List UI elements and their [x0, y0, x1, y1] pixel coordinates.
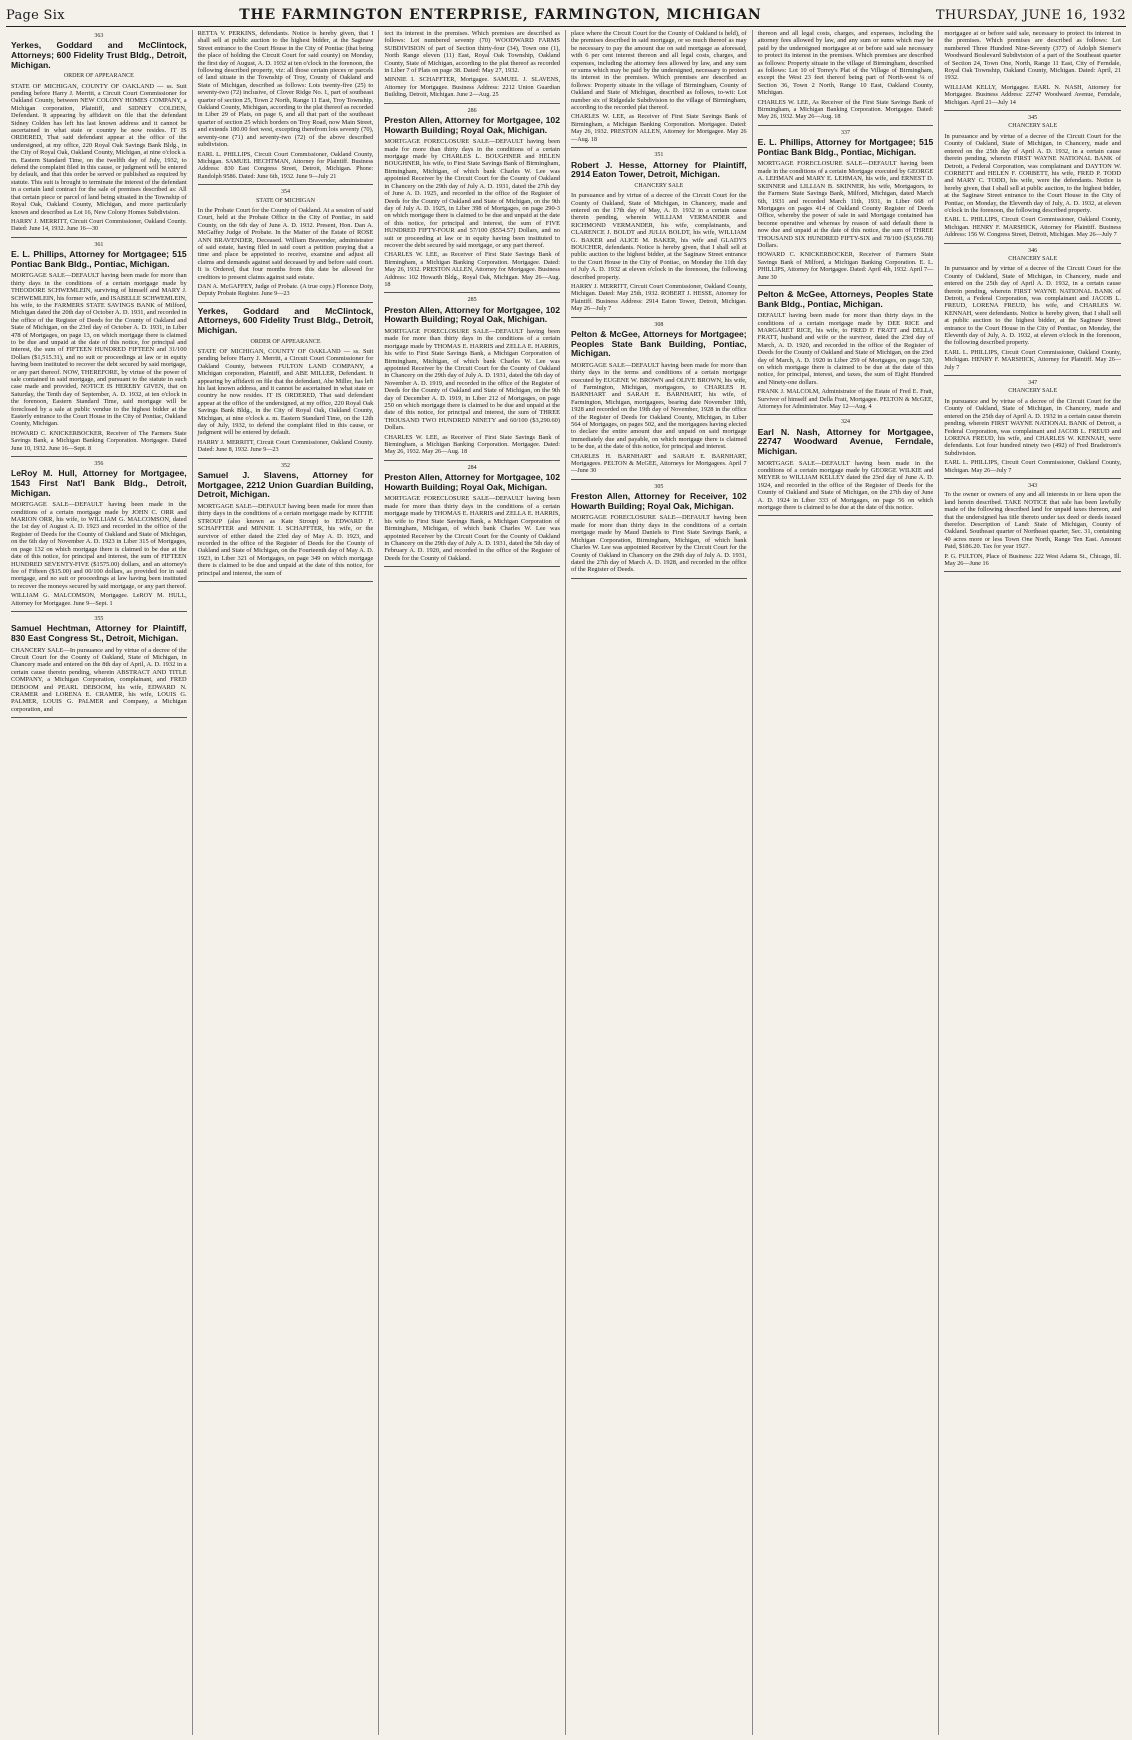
- notice-divider: [384, 566, 560, 567]
- notice-signature: EARL L. PHILLIPS, Circuit Court Commissioner, Oakland County, Michigan. HENRY F. MARSHICK, Attorney for Plaintiff. May 26—July 7: [944, 348, 1121, 371]
- notice-number: 351: [654, 152, 664, 159]
- legal-notice: [11, 616, 187, 713]
- notice-subheading: CHANCERY SALE: [634, 182, 684, 189]
- notice-body: MORTGAGE SALE—DEFAULT having been made for more than thirty days in the conditions of a certain mortgage made by KITTIE STROUP (also known as Kate Stroup) to EDWARD F. SCHAFFTER and MINNIE I. SCHAFFTER, his wife, or the survivor of either dated the 23rd day of May A. D. 1923, and recorded in the office of the Register of Deeds for the County of Oakland and State of Michigan, on the Fourteenth day of May A. D. 1923, in Liber 321 of Mortgages, on page 349 on which mortgage there is claimed to be due and unpaid at the date of this notice, for principal and interest, the sum of: [197, 502, 374, 577]
- legal-notice: [944, 248, 1121, 372]
- legal-notice-columns: [6, 30, 1126, 1735]
- notice-heading: Samuel Hechtman, Attorney for Plaintiff, 830 East Congress St., Detroit, Michigan.: [11, 623, 187, 643]
- legal-notice: [944, 115, 1121, 239]
- legal-notice: [758, 130, 934, 281]
- notice-number: 286: [467, 107, 477, 114]
- notice-number: 352: [280, 462, 290, 469]
- column-3: [379, 30, 566, 1735]
- column-1: [6, 30, 193, 1735]
- notice-signature: P. G. FULTON, Place of Business: 222 West Adams St., Chicago, Ill. May 26—June 16: [944, 552, 1121, 567]
- notice-number: 355: [94, 615, 104, 622]
- notice-signature: CHARLES W. LEE, as Receiver of First State Savings Bank of Birmingham, a Michigan Banking Corporation. Mortgagee. Dated: May 26, 1932. PRESTON ALLEN, Attorney for Mortgagee. May 26—Aug. 18: [571, 113, 747, 143]
- masthead: [6, 4, 1126, 27]
- notice-body: CHANCERY SALE—In pursuance and by virtue of a decree of the Circuit Court for the County of Oakland, State of Michigan, in Chancery made and entered on the 8th day of April, A. D. 1932 in a certain cause therein pending, wherein ABSTRACT AND TITLE COMPANY, a Michigan Corporation, complainant, and FRED DEBOOM and PEARL DEBOOM, his wife, EDWARD N. CRAMER and LORENA E. CRAMER, his wife, LOUIS G. PALMER, LOUIS G. PALMER and Company, a Michigan corporation, and: [11, 646, 187, 713]
- notice-signature: WILLIAM G. MALCOMSON, Mortgagee. LeROY M. HULL, Attorney for Mortgagee. June 9—Sept. 1: [11, 592, 187, 607]
- notice-body: RETTA V. PERKINS, defendants. Notice is hereby given, that I shall sell at public auction to the highest bidder, at the Saginaw Street entrance to the Court House in the City of Pontiac (that being the place of holding the Circuit Court for said county) on Monday, the first day of August, A. D. 1932 at ten o'clock in the forenoon, the following described property, viz: all those certain pieces or parcels of land situate in the Township of Troy, County of Oakland and State of Michigan, described as follows: Lots twenty-five (25) to seventy-two (72) inclusive, of Clover Ridge No. 1, part of southeast quarter of section 25, Town 2 North, Range 11 East, Troy Township, Oakland County, Michigan, according to the plat thereof as recorded in Liber 29 of Plats, on page 6, and all that part of the southeast quarter of section 25 which borders on Troy Road, now Main Street, and extends 180.00 feet west, excepting therefrom lots seventy (70), seventy-one (71) and seventy-two (72) of the above described subdivision.: [197, 30, 374, 149]
- notice-divider: [384, 292, 560, 293]
- notice-divider: [198, 184, 374, 185]
- notice-body: STATE OF MICHIGAN, COUNTY OF OAKLAND — ss. Suit pending before Harry J. Merritt, a Circuit Court Commissioner for Oakland County, between NEW COLONY HOMES COMPANY, a Michigan corporation, Plaintiff, and SIDNEY COLDEN, Defendant. It appearing by affidavit on file that the defendant Sidney Colden has left his last known address and it cannot be ascertained in what state or country he now resides. IT IS ORDERED, That said defendant appear at the office of the undersigned, at my office, 220 Royal Oak Savings Bank Bldg., in the City of Royal Oak, Oakland County, Michigan, at nine o'clock a. m. Eastern Standard Time, on the twelfth day of July, 1932, to defend the complaint filed in this cause, or judgment will be entered by default, and that this order be served or published as required by statute. This suit is brought to terminate the interest of the defendant in a certain land contract for the sale of premises described as: All that certain piece or parcel of land being situated in the Township of Royal Oak, Oakland County, Michigan, and more particularly known and described as Lot 16, New Colony Homes Subdivision.: [11, 82, 187, 216]
- notice-body: place where the Circuit Court for the County of Oakland is held), of the premises described in said mortgage, or so much thereof as may be necessary to pay the amount due on said mortgage as aforesaid, with 6 per cent interest thereon and all legal costs, charges, and expenses, including the attorney fees allowed by law, and any sum or sums which may be paid by the undersigned, necessary to protect its interest in the premises. Which premises are described as follows: Property situate in the village of Birmingham, County of Oakland and State of Michigan, described as follows, to-wit: Lot number six of Ridgedale Subdivision to the village of Birmingham, according to the recorded plat thereof.: [571, 30, 747, 112]
- notice-number: 285: [467, 297, 477, 304]
- legal-notice: [384, 30, 560, 99]
- notice-body: MORTGAGE FORECLOSURE SALE—DEFAULT having been made for more than thirty days in the conditions of a certain mortgage made by THOMAS E. HARRIS and ZELLA E. HARRIS, his wife to First State Savings Bank, a Michigan Corporation of Birmingham, Michigan, of which bank Charles W. Lee was appointed Receiver by the Circuit Court for the County of Oakland in Chancery on the 29th day of July A. D. 1931, dated the 5th day of February A. D. 1920, and recorded in the office of the Register of Deeds for the County of Oakland.: [384, 495, 560, 562]
- notice-body: STATE OF MICHIGAN, COUNTY OF OAKLAND — ss. Suit pending before Harry J. Merritt, a Circuit Court Commissioner for Oakland County, between FULTON LAND COMPANY, a Michigan corporation, Plaintiff, and ABE MILLER, Defendant. It appearing by affidavit on file that the defendant, Abe Miller, has left his last known address, and it cannot be ascertained in what state or country he now resides. IT IS ORDERED, That said defendant appear at the office of the undersigned, at my office, 220 Royal Oak Savings Bank Bldg., in the City of Royal Oak, Oakland County, Michigan, at nine o'clock a. m. Eastern Standard Time, on the 12th day of July, 1932, to defend the complaint filed in this cause, or judgment will be entered by default.: [197, 348, 374, 437]
- legal-notice: [571, 322, 747, 475]
- notice-divider: [758, 515, 934, 516]
- notice-body: thereon and all legal costs, charges, and expenses, including the attorney fees allowed by law, and any sum or sums which may be paid by the undersigned mortgagee at or before said sale necessary to protect its interest in the premises. Which premises are described as follows: Property situate in the village of Birmingham, described as follows: Lot 10 of Torrey's Plat of the Village of Birmingham, except the West 23 feet thereof being part of North-west ¼ of Section 36, Town 2 North, Range 10 East, Oakland County, Michigan.: [757, 30, 934, 97]
- notice-divider: [944, 243, 1121, 244]
- newspaper-title: THE FARMINGTON ENTERPRISE, FARMINGTON, MICHIGAN: [239, 7, 762, 23]
- notice-signature: HARRY J. MERRITT, Circuit Court Commissioner, Oakland County. Dated: June 8, 1932. June 9—23: [197, 438, 374, 454]
- legal-notice: [944, 483, 1121, 567]
- notice-divider: [384, 460, 560, 461]
- notice-number: 284: [467, 464, 477, 471]
- notice-signature: FRANK J. MALCOLM, Administrator of the Estate of Fred E. Fratt, Survivor of himself and Della Fratt, Mortgagee. PELTON & McGEE, Attorneys for Administrator. May 12—Aug. 4: [757, 388, 934, 411]
- notice-body: MORTGAGE SALE—DEFAULT having been made for more than thirty days in the conditions of a certain mortgage made by THEODORE SCHWEMLEIN, surviving of himself and MARY J. SCHWEMLEIN, his former wife, and ISABELLE SCHWEMLEIN, his wife, to the FARMERS STATE SAVINGS BANK of Milford, Michigan dated the 20th day of October A. D. 1931, and recorded in the office of the Register of Deeds for the County of Oakland and State of Michigan, on the 23rd day of October A. D. 1931, in Liber 478 of Mortgages, on page 13, on which mortgage there is claimed to be due and unpaid at the date of this notice, for principal and interest, the sum of FIFTEEN HUNDRED FIFTEEN and 31/100 Dollars ($1,515.31), and no suit or proceedings at law or in equity having been instituted to recover the debt secured by said mortgage, or any part thereof. NOW, THEREFORE, by virtue of the power of sale contained in said mortgage, and pursuant to the statute in such case made and provided, NOTICE IS HEREBY GIVEN, that on Saturday, the Tenth day of September, A. D. 1932, at ten o'clock in the forenoon, Eastern Standard Time, said mortgage will be foreclosed by a sale at public vendue to the highest bidder at the Easterly entrance to the Court House in the City of Pontiac, Oakland County, Michigan.: [11, 272, 187, 428]
- legal-notice: [571, 30, 747, 143]
- notice-number: 347: [1028, 380, 1038, 387]
- notice-signature: HARRY J. MERRITT, Circuit Court Commissioner, Oakland County. Dated: June 14, 1932. June 16—30: [11, 217, 187, 233]
- notice-signature: HARRY J. MERRITT, Circuit Court Commissioner, Oakland County, Michigan. Dated: May 25th, 1932. ROBERT J. HESSE, Attorney for Plaintiff. Business Address: 2914 Eaton Tower, Detroit, Michigan. May 26—July 7: [571, 282, 747, 313]
- notice-divider: [944, 571, 1121, 572]
- notice-body: MORTGAGE FORECLOSURE SALE—DEFAULT having been made in the conditions of a certain Mortgage executed by GEORGE A. LEHMAN and MARY E. LEHMAN, his wife, and ERNEST D. SKINNER and LILLIAN B. SKINNER, his wife, Mortgagors, to the Farmers State Savings Bank, Milford, Michigan, dated March 6th, 1931 and recorded March 11th, 1931, in Liber 668 of Mortgages on pages 414 of Oakland County Register of Deeds Office, whereby the power of sale in said Mortgage contained has become operative and whereas by reason of said default there is now due and unpaid at the date of this notice, the sum of THREE THOUSAND SIX HUNDRED FIFTY-SIX and 78/100 ($3,656.78) Dollars.: [757, 160, 934, 249]
- legal-notice: [384, 465, 560, 562]
- notice-divider: [571, 317, 747, 318]
- notice-divider: [11, 237, 187, 238]
- notice-divider: [758, 414, 934, 415]
- notice-divider: [384, 103, 560, 104]
- notice-number: 305: [654, 483, 664, 490]
- legal-notice: [384, 108, 560, 289]
- notice-divider: [944, 375, 1121, 376]
- notice-heading: Preston Allen, Attorney for Mortgagee, 102 Howarth Building; Royal Oak, Michigan.: [384, 304, 560, 325]
- notice-divider: [11, 456, 187, 457]
- legal-notice: [758, 30, 934, 121]
- notice-divider: [198, 581, 374, 582]
- notice-body: In pursuance and by virtue of a decree of the Circuit Court for the County of Oakland, State of Michigan, in Chancery, made and entered on the 25th day of April A. D. 1932 in a certain cause therein pending, wherein FIRST WAYNE NATIONAL BANK of Detroit, a Federal Corporation, was complainant and JACOB L. FREUD and LORENA FREUD, his wife, and CHARLES W. KENNAH, were defendants. Lot four hundred ninety two (492) of Fred Bradstrom's Subdivision.: [944, 397, 1121, 457]
- notice-heading: LeRoy M. Hull, Attorney for Mortgagee, 1543 First Nat'l Bank Bldg., Detroit, Michigan.: [11, 468, 187, 498]
- notice-body: MORTGAGE SALE—DEFAULT having been made for more than thirty days in the terms and conditions of a certain mortgage executed by EUGENE W. BROWN and OLIVE BROWN, his wife, of Farmington, Michigan, mortgagors, to CHARLES H. BARNHART and SARAH E. BARNHART, his wife, of Farmington, Michigan, mortgagees, bearing date November 18th, 1928 and recorded on the 19th day of November, 1928 in the office of the Register of Deeds for Oakland County, Michigan, in Liber 564 of Mortgages, on pages 502, and the mortgagees having elected to declare the entire amount due and unpaid on said mortgage immediately due and payable, on which mortgage there is claimed to be due, at the date of this notice, for principal and interest.: [571, 361, 747, 451]
- notice-number: 324: [840, 419, 850, 426]
- legal-notice: [758, 290, 934, 410]
- notice-heading: Freston Allen, Attorney for Receiver, 102 Howarth Building; Royal Oak, Michigan.: [571, 491, 747, 511]
- notice-body: mortgagee at or before said sale, necessary to protect its interest in the premises. Which premises are described as follows: Lot numbered Three Hundred Nine-Seventy (377) of Adolph Siemer's Woodward Boulevard Subdivision of a part of the Southeast quarter of Section 24, Town One, North, Range 11 East, City of Ferndale, Royal Oak Township, Oakland County, Michigan. Dated: April, 21 1932.: [944, 30, 1121, 82]
- notice-number: 337: [840, 129, 850, 136]
- legal-notice: [198, 189, 374, 298]
- legal-notice: [384, 297, 560, 456]
- notice-number: 361: [94, 241, 104, 248]
- notice-number: 346: [1028, 247, 1038, 254]
- notice-signature: MINNIE I. SCHAFFTER, Mortgagee. SAMUEL J. SLAVENS, Attorney for Mortgagee. Business Address: 2212 Union Guardian Building, Detroit, Michigan. June 2—Aug. 25: [384, 76, 560, 99]
- notice-subheading: ORDER OF APPEARANCE: [250, 338, 321, 345]
- notice-signature: CHARLES W. LEE, As Receiver of the First State Savings Bank of Birmingham, a Michigan Banking Corporation. Mortgagee. Dated: May 26, 1932. May 26—Aug. 18: [757, 98, 934, 121]
- notice-subheading: ORDER OF APPEARANCE: [63, 73, 134, 80]
- column-4: [566, 30, 753, 1735]
- notice-body: In the Probate Court for the County of Oakland. At a session of said Court, held at the Probate Office in the City of Pontiac, in said County, on the 6th day of June A. D. 1932. Present, Hon. Dan A. McGaffey Judge of Probate. In the Matter of the Estate of ROSE ANN BRAVENDER, Deceased. William Bravender, administrator of said estate, having filed in said court a petition praying that a time and place be appointed to receive, examine and adjust all claims and demands against said deceased by and before said court. It is Ordered, that four months from this date be allowed for creditors to present claims against said estate.: [197, 206, 374, 281]
- legal-notice: [571, 484, 747, 574]
- notice-number: 308: [654, 321, 664, 328]
- notice-signature: EARL L. PHILLIPS, Circuit Court Commissioner, Oakland County, Michigan. SAMUEL HECHTMAN, Attorney for Plaintiff. Business Address: 830 East Congress Street, Detroit, Michigan. Phone: Randolph 9586. Dated: June 6th, 1932. June 9—July 21: [197, 150, 374, 180]
- notice-body: To the owner or owners of any and all interests in or liens upon the land herein described. TAKE NOTICE that sale has been lawfully made of the following described land for unpaid taxes thereon, and that the undersigned has title thereto under tax deed or deeds issued therefor. Description of Land: State of Michigan, County of Oakland. Southeast quarter of Northeast quarter, Sec. 31, containing 40 acres more or less Town One North, Range Ten East. Amount Paid, $186.20. Tax for year 1927.: [944, 491, 1121, 551]
- notice-body: DEFAULT having been made for more than thirty days in the conditions of a certain mortgage made by DEE RICE and MARGARET RICE, his wife, to FRED F. FRATT and DELLA FRATT, husband and wife or the survivor, dated the 23rd day of March, A. D. 1920, and recorded in the office of the Register of Deeds for the County of Oakland and State of Michigan, on the 23rd day of March, A. D. 1920 in Liber 259 of Mortgages, on page 520, on which mortgage there is claimed to be due at the date of this notice, for principal, interest, and taxes, the sum of Eight Hundred and Ninety-one dollars.: [757, 312, 934, 386]
- notice-heading: Samuel J. Slavens, Attorney for Mortgagee, 2212 Union Guardian Building, Detroit, Michigan.: [197, 470, 374, 500]
- legal-notice: [758, 419, 934, 511]
- notice-divider: [944, 110, 1121, 111]
- notice-signature: DAN A. McGAFFEY, Judge of Probate. (A true copy.) Florence Doty, Deputy Probate Register. June 9—23: [197, 283, 374, 298]
- column-6: [939, 30, 1126, 1735]
- legal-notice: [944, 30, 1121, 106]
- notice-heading: E. L. Phillips, Attorney for Mortgagee; 515 Pontiac Bank Bldg., Pontiac, Michigan.: [757, 137, 934, 157]
- notice-divider: [198, 302, 374, 303]
- notice-divider: [11, 611, 187, 612]
- notice-body: In pursuance and by virtue of a decree of the Circuit Court for the County of Oakland, State of Michigan, in Chancery, made and entered on the 17th day of May, A. D. 1932 in a certain cause therein pending, wherein WILLIAM VERMANDER and RICHMOND VERMANDER, his wife, complainants, and CLARENCE J. BOLDT and JULIA BOLDT, his wife, WILLIAM G. BAKER and ALICE M. BAKER, his wife and GLADYS BOUCHER, defendants. Notice is hereby given, that I shall sell at public auction to the highest bidder, at the Saginaw Street entrance to the Court House in the City of Pontiac, on Monday the 11th day of July A. D. 1932 at eleven o'clock in the forenoon, the following described property.: [571, 192, 747, 281]
- notice-subheading: STATE OF MICHIGAN: [256, 197, 315, 204]
- notice-heading: Preston Allen, Attorney for Mortgagee, 102 Howarth Building; Royal Oak, Michigan.: [384, 115, 560, 135]
- notice-signature: EARL L. PHILLIPS, Circuit Court Commissioner, Oakland County, Michigan. HENRY F. MARSHICK, Attorney for Plaintiff. Business Address: 156 W. Congress Street, Detroit, Michigan. May 26—July 7: [944, 216, 1121, 239]
- legal-notice: [11, 33, 187, 233]
- notice-body: MORTGAGE SALE—DEFAULT having been made in the conditions of a certain mortgage made by GEORGE WILKIE and MEYER to WILLIAM KELLEY dated the 23rd day of June A. D. 1924, and recorded in the office of the Register of Deeds for the County of Oakland and State of Michigan, on the 27th day of June A. D. 1924 in Liber 333 of Mortgages, on page 56 on which mortgage there is claimed to be due at the date of this notice.: [757, 459, 934, 512]
- notice-body: MORTGAGE FORECLOSURE SALE—DEFAULT having been made for more than thirty days in the conditions of a certain mortgage made by Maud Daniels to First State Savings Bank, a Michigan Corporation, Birmingham, Michigan, of which bank Charles W. Lee was appointed Receiver by the Circuit Court for the County of Oakland in Chancery on the 29th day of July A. D. 1931, dated the 27th day of March A. D. 1928, and recorded in the office of the Register of Deeds.: [571, 514, 747, 574]
- notice-signature: HOWARD C. KNICKERBOCKER, Receiver of The Farmers State Savings Bank, a Michigan Banking Corporation. Mortgagee. Dated June 10, 1932. June 16—Sept. 8: [11, 429, 187, 452]
- notice-subheading: CHANCERY SALE: [1008, 388, 1058, 395]
- notice-number: 363: [94, 33, 104, 39]
- notice-body: MORTGAGE SALE—DEFAULT having been made in the conditions of a certain mortgage made by JOHN C. ORR and MARION ORR, his wife, to WILLIAM G. MALCOMSON, dated the 1st day of August A. D. 1923 and recorded in the office of the Register of Deeds for the County of Oakland and State of Michigan, on the 6th day of November A. D. 1923 in Liber 315 of Mortgages, on page 132 on which mortgage there is claimed to be due at the date of this notice, for principal and interest, the sum of FIFTEEN HUNDRED SEVENTY-FIVE ($1575.00) dollars, and an attorney's fee of Fifteen ($15.00) and 00/100 dollars, as provided for in said mortgage, and no suit or proceedings at law having been instituted to recover the moneys secured by said mortgage, or any part thereof.: [11, 501, 187, 590]
- legal-notice: [198, 30, 374, 180]
- legal-notice: [571, 152, 747, 313]
- notice-heading: Yerkes, Goddard and McClintock, Attorneys, 600 Fidelity Trust Bldg., Detroit, Michigan.: [197, 305, 374, 335]
- notice-divider: [571, 479, 747, 480]
- legal-notice: [11, 242, 187, 452]
- column-5: [753, 30, 940, 1735]
- notice-divider: [758, 285, 934, 286]
- notice-divider: [758, 125, 934, 126]
- notice-number: 354: [280, 189, 290, 196]
- legal-notice: [11, 461, 187, 607]
- page-number: Page Six: [6, 7, 65, 23]
- notice-body: MORTGAGE FORECLOSURE SALE—DEFAULT having been made for more than thirty days in the conditions of a certain mortgage made by CHARLES L. BOUGHNER and HELEN BOUGHNER, his wife, to First State Savings Bank of Birmingham, Birmingham, Michigan, of which bank Charles W. Lee was appointed Receiver by the Circuit Court for the County of Oakland in Chancery on the 29th day of July A. D. 1931, dated the 27th day of June A. D. 1925, and recorded in the office of the Register of Deeds for the County of Oakland and State of Michigan, on the 9th day of July A. D. 1925, in Liber 398 of Mortgages, on page 290-3 on which mortgage there is claimed to be due and unpaid at the date of this notice, for principal and interest, the sum of FIVE HUNDRED FIFTY-FOUR and 57/100 ($554.57) Dollars, and no suit or proceeding at law or in equity having been instituted to recover the debt secured by said mortgage, or any part thereof.: [384, 138, 560, 249]
- notice-signature: HOWARD C. KNICKERBOCKER, Receiver of Farmers State Savings Bank of Milford, a Michigan Banking Corporation. E. L. PHILLIPS, Attorney for Mortgagee. Dated: April 4th, 1932. April 7—June 30: [757, 251, 934, 281]
- notice-divider: [11, 717, 187, 718]
- notice-heading: Pelton & McGee, Attorneys for Mortgagee; Peoples State Bank Building, Pontiac, Michigan.: [571, 329, 747, 359]
- notice-divider: [198, 458, 374, 459]
- notice-heading: Robert J. Hesse, Attorney for Plaintiff, 2914 Eaton Tower, Detroit, Michigan.: [571, 159, 747, 180]
- notice-heading: E. L. Phillips, Attorney for Mortgagee; 515 Pontiac Bank Bldg., Pontiac, Michigan.: [11, 249, 187, 269]
- notice-divider: [571, 147, 747, 148]
- notice-number: 356: [94, 461, 104, 468]
- notice-number: 345: [1028, 115, 1038, 122]
- notice-divider: [944, 478, 1121, 479]
- notice-signature: CHARLES W. LEE, as Receiver of First State Savings Bank of Birmingham, a Michigan Banking Corporation. Mortgagee. Dated: May 26, 1932. May 26—Aug. 18: [384, 433, 560, 456]
- legal-notice: [944, 380, 1121, 474]
- notice-subheading: CHANCERY SALE: [1008, 123, 1058, 130]
- notice-heading: Yerkes, Goddard and McClintock, Attorneys; 600 Fidelity Trust Bldg., Detroit, Michigan.: [11, 40, 187, 70]
- column-2: [193, 30, 380, 1735]
- notice-body: In pursuance and by virtue of a decree of the Circuit Court for the County of Oakland, State of Michigan, in Chancery, made and entered on the 25th day of April A. D. 1932, in a certain cause therein pending, wherein FIRST WAYNE NATIONAL BANK of Detroit, a Federal Corporation, was complainant and DAYTON W. CORBETT and HELEN F. CORBETT, his wife, FRED P. TODD and MARY C. TODD, his wife, were the defendants. Notice is hereby given, that I shall sell at public auction, to the highest bidder, at the Saginaw Street entrance to the Court House in the City of Pontiac, on Monday, the Eleventh day of July, A. D. 1932, at eleven o'clock in the forenoon, the following described property.: [944, 132, 1121, 214]
- notice-body: tect its interest in the premises. Which premises are described as follows: Lot numbered seventy (70) WOODWARD FARMS SUBDIVISION of part of Section thirty-four (34), Town one (1), North Range eleven (11) East, Royal Oak Township, Oakland County, State of Michigan, according to the plat thereof as recorded in Liber 7 of Plats on page 38. Dated: May 27, 1932.: [384, 30, 560, 75]
- notice-signature: CHARLES W. LEE, as Receiver of First State Savings Bank of Birmingham, a Michigan Banking Corporation. Mortgagee. Dated: May 26, 1932. PRESTON ALLEN, Attorney for Mortgagee. Business Address: 102 Howarth Bldg., Royal Oak, Michigan. May 26—Aug. 18: [384, 251, 560, 288]
- notice-heading: Pelton & McGee, Attorneys, Peoples State Bank Bldg., Pontiac, Michigan.: [757, 288, 934, 309]
- notice-heading: Preston Allen, Attorney for Mortgagee, 102 Howarth Building; Royal Oak, Michigan.: [384, 472, 560, 492]
- notice-body: MORTGAGE FORECLOSURE SALE—DEFAULT having been made for more than thirty days in the conditions of a certain mortgage made by THOMAS E. HARRIS and ZELLA E. HARRIS, his wife to First State Savings Bank, a Michigan Corporation of Birmingham, Michigan, of which bank Charles W. Lee was appointed Receiver by the Circuit Court for the County of Oakland in Chancery on the 29th day of July A. D. 1931, dated the 6th day of November A. D. 1919, and recorded in the office of the Register of Deeds for the County of Oakland and State of Michigan, on the 9th day of December A. D. 1919, in Liber 212 of Mortgages, on page 250 on which mortgage there is claimed to be due and unpaid at the date of this notice, for principal and interest, the sum of THREE THOUSAND TWO HUNDRED NINETY and 60/100 ($3,290.60) Dollars.: [384, 327, 560, 432]
- notice-number: 343: [1028, 482, 1038, 489]
- notice-divider: [571, 578, 747, 579]
- notice-signature: WILLIAM KELLY, Mortgagee. EARL N. NASH, Attorney for Mortgagee. Business Address: 22747 Woodward Avenue, Ferndale, Michigan. April 21—July 14: [944, 83, 1121, 106]
- notice-signature: CHARLES H. BARNHART and SARAH E. BARNHART, Mortgagees. PELTON & McGEE, Attorneys for Mortgagees. April 7—June 30: [571, 452, 747, 475]
- legal-notice: [198, 307, 374, 454]
- notice-subheading: CHANCERY SALE: [1008, 255, 1058, 262]
- notice-heading: Earl N. Nash, Attorney for Mortgagee, 22747 Woodward Avenue, Ferndale, Michigan.: [757, 426, 934, 457]
- legal-notice: [198, 463, 374, 577]
- notice-body: In pursuance and by virtue of a decree of the Circuit Court for the County of Oakland, State of Michigan, in Chancery, made and entered on the 25th day of April A. D. 1932, in a certain cause therein pending, wherein FIRST WAYNE NATIONAL BANK of Detroit, a Federal Corporation, was complainant and JACOB L. FREUD, LORENA FREUD, his wife, and CHARLES W. KENNAH, were defendants. Notice is hereby given, that I shall sell at public auction to the highest bidder, at the Saginaw Street entrance to the Court House in the City of Pontiac, on Monday, the Eleventh day of July, A. D. 1932, at eleven o'clock in the forenoon, the following described property.: [944, 265, 1121, 347]
- issue-date: THURSDAY, JUNE 16, 1932: [935, 7, 1126, 23]
- notice-signature: EARL L. PHILLIPS, Circuit Court Commissioner, Oakland County, Michigan. May 26—July 7: [944, 459, 1121, 474]
